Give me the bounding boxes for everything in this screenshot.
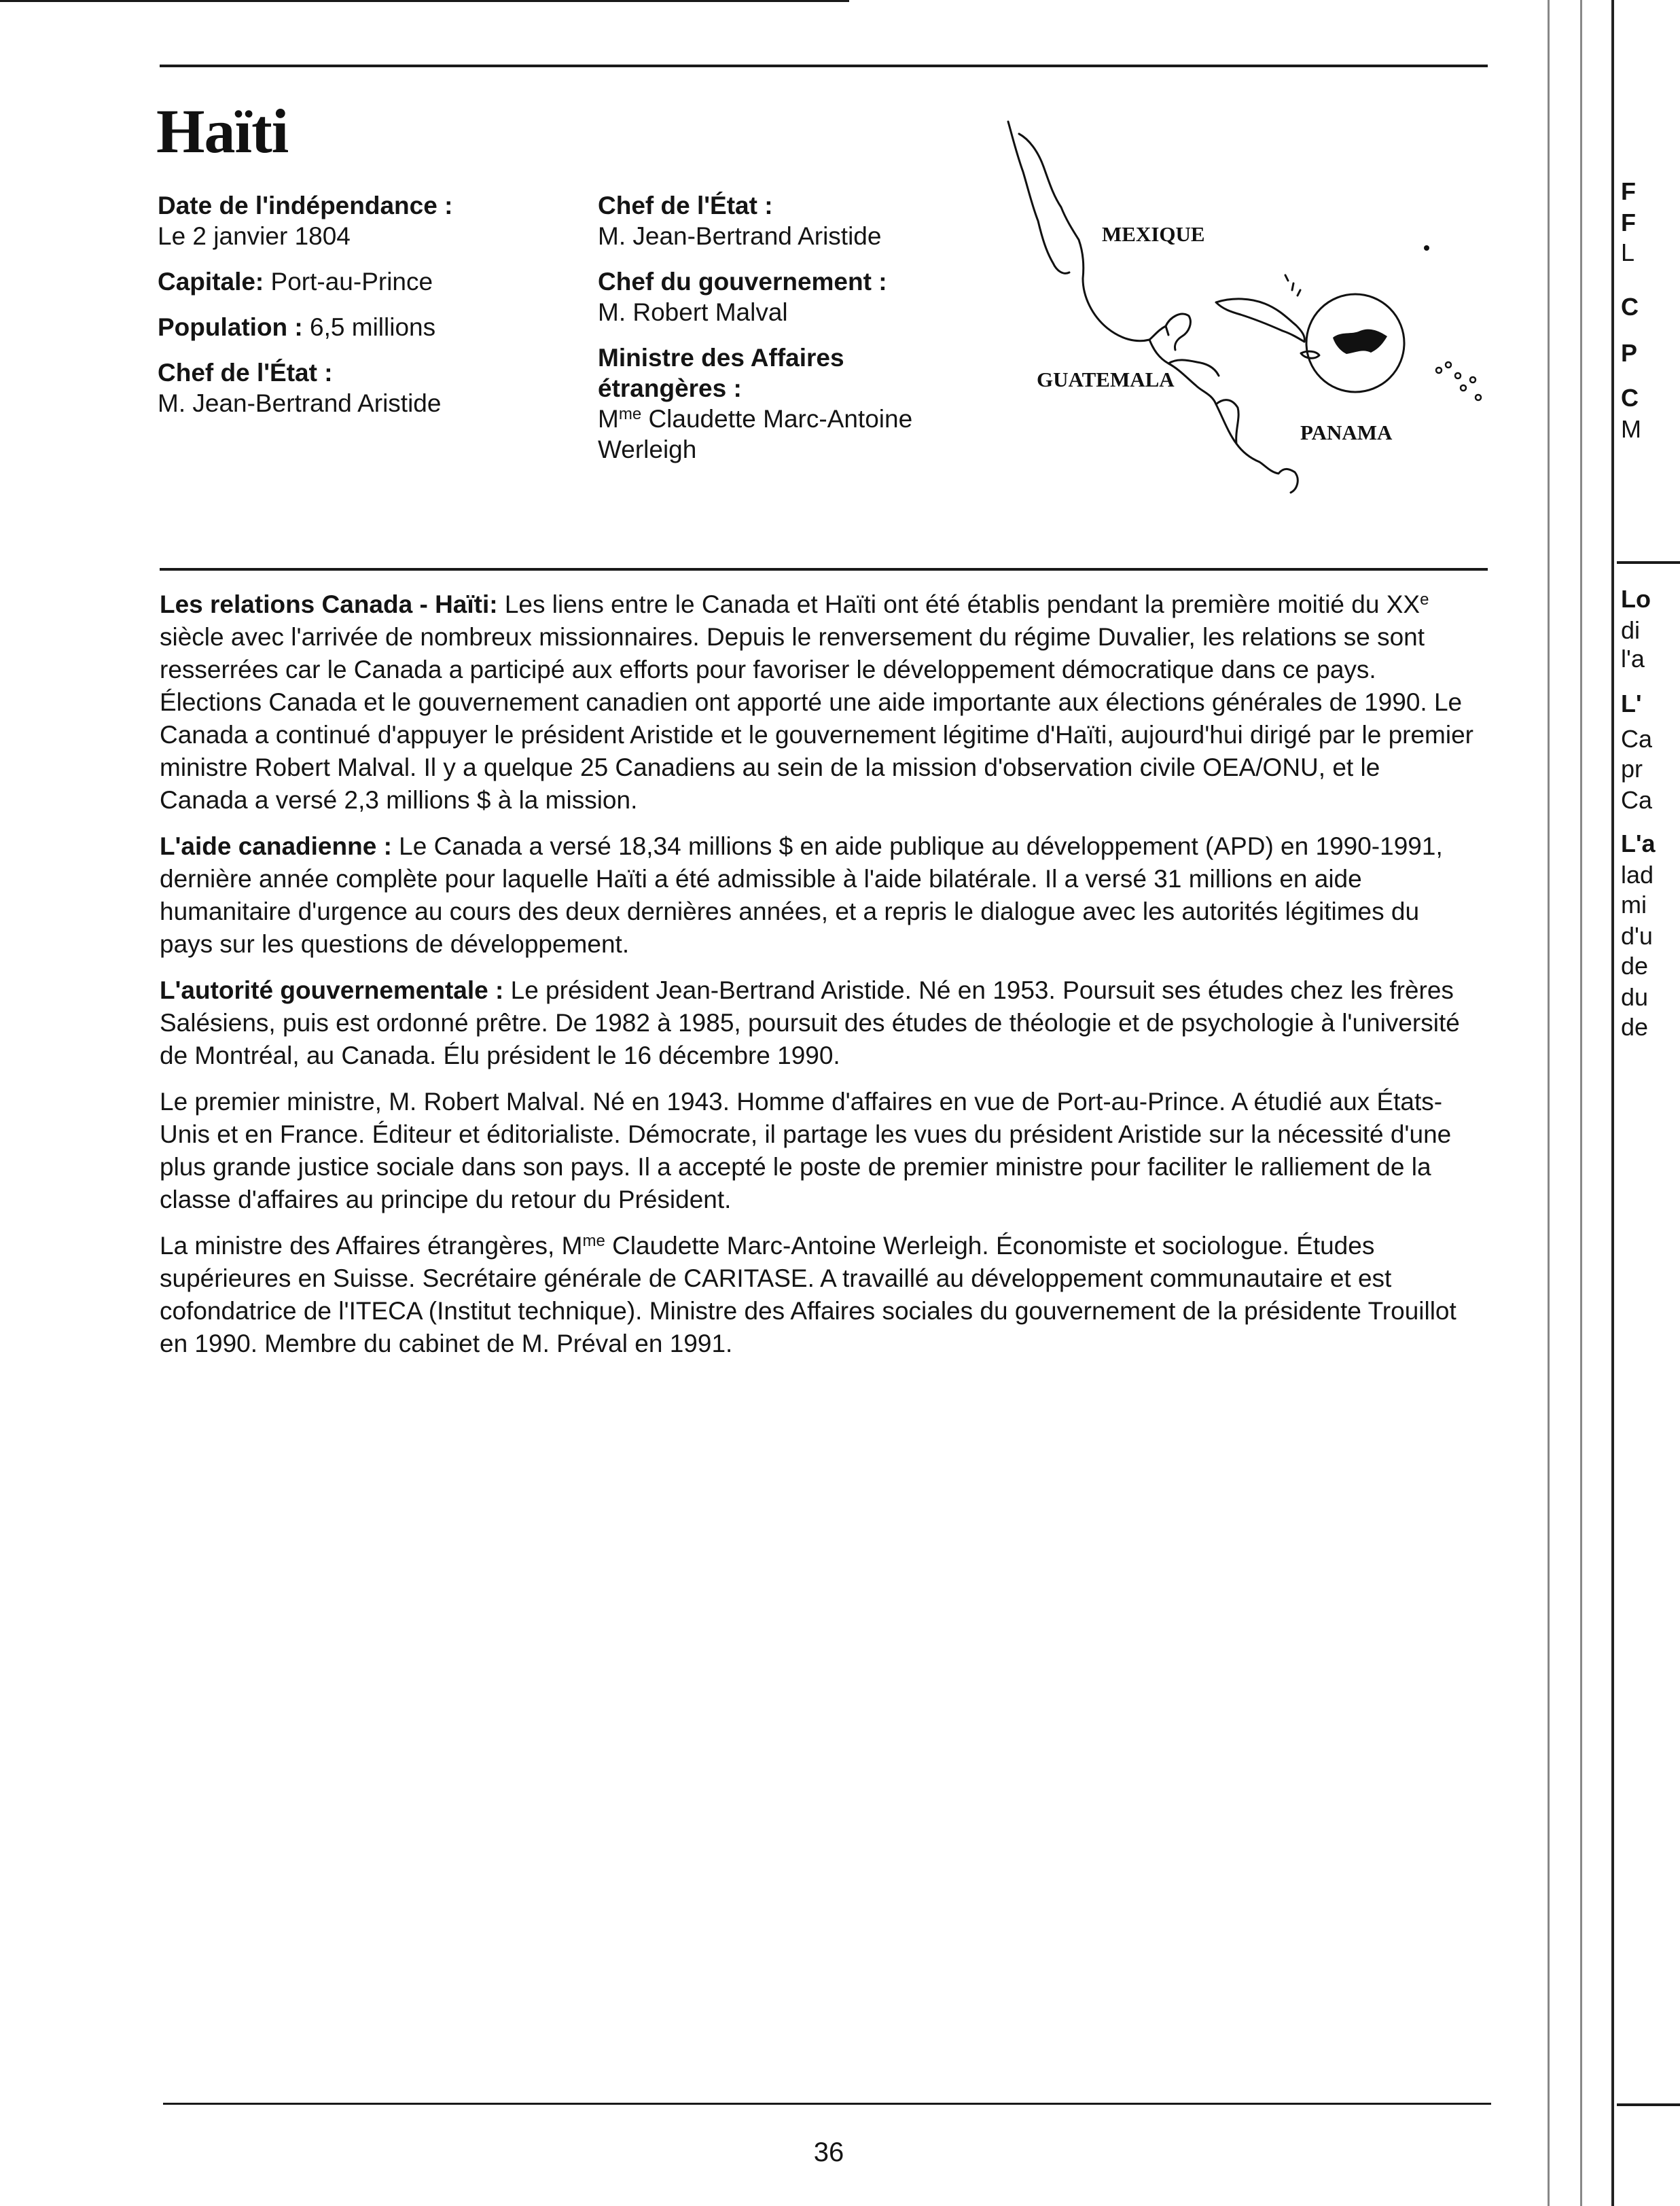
bahamas-marks xyxy=(1285,275,1300,296)
map-label-mexico: MEXIQUE xyxy=(1102,222,1205,246)
page-title: Haïti xyxy=(156,96,289,166)
map-label-guatemala: GUATEMALA xyxy=(1037,368,1175,391)
antilles-island xyxy=(1476,395,1481,400)
fact-head-of-state xyxy=(158,357,511,419)
section-heading: L'autorité gouvernementale : xyxy=(160,976,504,1004)
paragraph-authority xyxy=(160,974,1474,1072)
bermuda-dot xyxy=(1424,245,1429,251)
fact-value-line2: Werleigh xyxy=(598,435,697,463)
antilles-island xyxy=(1461,385,1466,391)
fact-value: M. Jean-Bertrand Aristide xyxy=(598,222,882,250)
next-page-fragment-text: M xyxy=(1621,415,1641,443)
facts-right xyxy=(598,190,978,480)
next-page-fragment-text: L'a xyxy=(1621,830,1656,857)
binding-edge xyxy=(1611,0,1614,2206)
fact-value: 6,5 millions xyxy=(302,313,436,341)
next-page-fragment-text: C xyxy=(1621,293,1639,321)
fact-value-prefix: M xyxy=(598,405,619,433)
section-heading: Les relations Canada - Haïti: xyxy=(160,590,498,618)
fact-value: M. Jean-Bertrand Aristide xyxy=(158,389,442,417)
header-rule xyxy=(160,65,1488,67)
fact-label: Chef de l'État : xyxy=(158,359,333,387)
next-page-fragment-text: l'a xyxy=(1621,645,1645,673)
next-page-fragment-text: L' xyxy=(1621,690,1642,717)
section-heading: L'aide canadienne : xyxy=(160,832,392,860)
locator-map xyxy=(999,119,1515,496)
antilles-island xyxy=(1436,368,1442,373)
next-page-fragment-text: Lo xyxy=(1621,585,1651,613)
section-divider-rule xyxy=(160,568,1488,571)
paragraph-text: La ministre des Affaires étrangères, M xyxy=(160,1232,583,1260)
next-page-fragment-text: C xyxy=(1621,384,1639,412)
binding-edge xyxy=(1548,0,1550,2206)
yucatan-outline xyxy=(1166,314,1190,350)
map-label-panama: PANAMA xyxy=(1300,421,1393,444)
next-page-fragment-text: d'u xyxy=(1621,922,1653,950)
superscript: e xyxy=(1420,590,1429,609)
next-page-fragment-text: mi xyxy=(1621,891,1647,919)
fact-foreign-minister xyxy=(598,342,978,465)
antilles-island xyxy=(1470,377,1476,383)
hispaniola-shape xyxy=(1333,330,1387,354)
fact-head-of-state-2 xyxy=(598,190,978,251)
next-page-fragment-text: de xyxy=(1621,952,1649,980)
fact-population xyxy=(158,312,511,342)
fact-capital xyxy=(158,266,511,297)
paragraph-text: Claudette Marc-Antoine Werleigh. Économiste et sociologue. Études supérieures en Suisse. Secrétaire générale de CARITASE. A travaillé au développement communautaire et est cofondatrice de l'ITECA (Institut technique). Ministre des Affaires sociales du gouvernement de la présidente Trouillot en 1990. Membre du cabinet de M. Préval en 1991. xyxy=(160,1232,1456,1357)
top-edge-rule xyxy=(0,0,849,2)
binding-edge xyxy=(1580,0,1582,2206)
paragraph-aid xyxy=(160,830,1474,961)
paragraph-prime-minister xyxy=(160,1086,1474,1216)
next-page-fragment-text: du xyxy=(1621,983,1649,1011)
fact-independence xyxy=(158,190,511,251)
fact-label: Capitale: xyxy=(158,268,264,296)
antilles-island xyxy=(1455,373,1461,378)
fact-label: Chef du gouvernement : xyxy=(598,268,887,296)
fact-value: Port-au-Prince xyxy=(264,268,433,296)
fact-value: M. Robert Malval xyxy=(598,298,788,326)
next-page-fragment-text: pr xyxy=(1621,755,1643,783)
paragraph-foreign-minister xyxy=(160,1230,1474,1360)
fact-value xyxy=(598,404,978,434)
paragraph-text: siècle avec l'arrivée de nombreux missionnaires. Depuis le renversement du régime Duvalier, les relations se sont resserrées car le Canada a participé aux efforts pour favoriser le développement démocratique dans ce pays. Élections Canada et le gouvernement canadien ont apporté une aide importante aux élections générales de 1990. Le Canada a continué d'appuyer le président Aristide et le gouvernement légitime d'Haïti, aujourd'hui dirigé par le premier ministre Robert Malval. Il y a quelque 25 Canadiens au sein de la mission d'observation civile OEA/ONU, et le Canada a versé 2,3 millions $ à la mission. xyxy=(160,623,1473,814)
next-page-fragment-text: F xyxy=(1621,209,1636,236)
fact-value: Le 2 janvier 1804 xyxy=(158,222,351,250)
cuba-outline xyxy=(1216,299,1304,342)
fact-value-sup: me xyxy=(618,405,642,423)
next-page-fragment-text: F xyxy=(1621,177,1636,205)
fact-head-of-government xyxy=(598,266,978,327)
fact-label: Date de l'indépendance : xyxy=(158,192,453,219)
fact-label: Population : xyxy=(158,313,303,341)
footer-rule xyxy=(163,2103,1491,2105)
body-text xyxy=(160,588,1474,1374)
next-page-fragment-text: L xyxy=(1621,238,1635,266)
jamaica-outline xyxy=(1301,351,1319,358)
page-number: 36 xyxy=(813,2137,844,2167)
next-page-rule xyxy=(1617,2103,1680,2106)
antilles-island xyxy=(1446,362,1451,368)
fact-label: étrangères : xyxy=(598,374,742,402)
next-page-rule xyxy=(1617,561,1680,564)
next-page-fragment-text: P xyxy=(1621,339,1638,367)
next-page-fragment-text: di xyxy=(1621,616,1641,644)
fact-label: Ministre des Affaires xyxy=(598,344,844,372)
fact-value-line1: Claudette Marc-Antoine xyxy=(641,405,913,433)
central-america-outline xyxy=(1149,340,1298,493)
superscript: me xyxy=(582,1232,605,1250)
next-page-fragment-text: lad xyxy=(1621,861,1654,889)
facts-left xyxy=(158,190,511,433)
next-page-fragment xyxy=(1617,0,1680,2206)
paragraph-relations xyxy=(160,588,1474,817)
next-page-fragment-text: Ca xyxy=(1621,786,1653,814)
fact-label: Chef de l'État : xyxy=(598,192,773,219)
paragraph-text: Le premier ministre, M. Robert Malval. Né en 1943. Homme d'affaires en vue de Port-au-Prince. A étudié aux États-Unis et en France. Éditeur et éditorialiste. Démocrate, il partage les vues du président Aristide sur la nécessité d'une plus grande justice sociale dans son pays. Il a accepté le poste de premier ministre pour faciliter le ralliement de la classe d'affaires au principe du retour du Président. xyxy=(160,1088,1452,1213)
paragraph-text: Le Canada a versé 18,34 millions $ en aide publique au développement (APD) en 1990-1991, dernière année complète pour laquelle Haïti a été admissible à l'aide bilatérale. Il a versé 31 millions en aide humanitaire d'urgence au cours des deux dernières années, et a repris le dialogue avec les autorités légitimes du pays sur les questions de développement. xyxy=(160,832,1443,958)
paragraph-text: Les liens entre le Canada et Haïti ont été établis pendant la première moitié du XX xyxy=(497,590,1420,618)
next-page-fragment-text: de xyxy=(1621,1013,1649,1041)
next-page-fragment-text: Ca xyxy=(1621,725,1653,753)
paragraph-text: Le président Jean-Bertrand Aristide. Né en 1953. Poursuit ses études chez les frères Salésiens, puis est ordonné prêtre. De 1982 à 1985, poursuit des études de théologie et de psychologie à l'université de Montréal, au Canada. Élu président le 16 décembre 1990. xyxy=(160,976,1460,1069)
